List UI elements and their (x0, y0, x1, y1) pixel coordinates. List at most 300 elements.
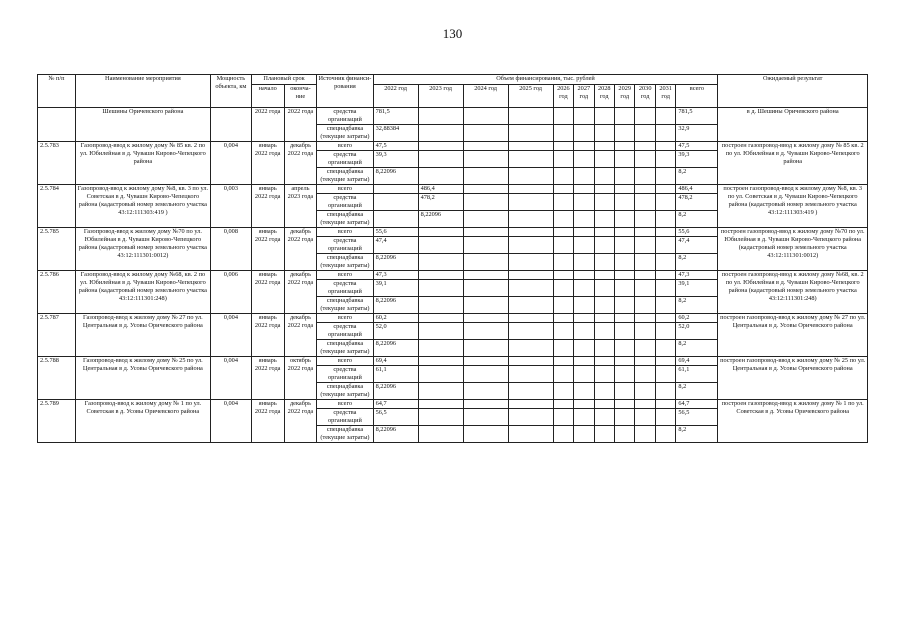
year-value (463, 194, 508, 211)
item-start: январь 2022 года (251, 314, 284, 357)
table-row (38, 357, 868, 366)
item-number: 2.5.784 (38, 185, 76, 228)
year-value (594, 108, 614, 125)
funding-source: спецнадбавка (текущие затраты) (317, 125, 373, 142)
total-value: 47,4 (676, 237, 718, 254)
table-row (38, 108, 868, 125)
year-value (508, 400, 553, 409)
year-value (508, 340, 553, 357)
year-value (553, 383, 573, 400)
funding-source: спецнадбавка (текущие затраты) (317, 297, 373, 314)
item-capacity (210, 108, 251, 142)
year-value (463, 211, 508, 228)
item-capacity: 0,006 (210, 271, 251, 314)
year-value (574, 314, 594, 323)
year-value (615, 211, 635, 228)
year-value (418, 151, 463, 168)
item-start: январь 2022 года (251, 142, 284, 185)
year-value (594, 314, 614, 323)
funding-source: спецнадбавка (текущие затраты) (317, 426, 373, 443)
year-value (635, 125, 655, 142)
year-value (655, 280, 675, 297)
year-value: 8,22096 (373, 340, 418, 357)
year-value (655, 254, 675, 271)
total-value: 8,2 (676, 168, 718, 185)
year-value (418, 357, 463, 366)
year-value (615, 151, 635, 168)
funding-source: спецнадбавка (текущие затраты) (317, 254, 373, 271)
year-value (635, 280, 655, 297)
year-value (574, 271, 594, 280)
total-value: 61,1 (676, 366, 718, 383)
funding-source: спецнадбавка (текущие затраты) (317, 211, 373, 228)
item-start: 2022 года (251, 108, 284, 142)
year-value: 478,2 (418, 194, 463, 211)
year-value (508, 409, 553, 426)
funding-source: спецнадбавка (текущие затраты) (317, 340, 373, 357)
year-value (574, 142, 594, 151)
total-value: 64,7 (676, 400, 718, 409)
year-value (594, 400, 614, 409)
year-value (508, 357, 553, 366)
year-value (655, 297, 675, 314)
item-number: 2.5.787 (38, 314, 76, 357)
item-name: Газопровод-ввод к жилому дому № 1 по ул. Советская в д. Усовы Оричевского района (75, 400, 210, 443)
year-value (463, 366, 508, 383)
year-value (373, 185, 418, 194)
item-end: 2022 года (284, 108, 317, 142)
year-value (594, 323, 614, 340)
expected-result: построен газопровод-ввод к жилому дому № 85 кв. 2 по ул. Юбилейная в д. Чувашн Кирово-Чепецкого района (718, 142, 868, 185)
year-value: 52,0 (373, 323, 418, 340)
year-value (615, 185, 635, 194)
year-value (635, 426, 655, 443)
funding-source: средства организаций (317, 409, 373, 426)
year-value (574, 151, 594, 168)
year-value (635, 400, 655, 409)
header-source: Источник финанси-рования (317, 75, 373, 108)
item-start: январь 2022 года (251, 185, 284, 228)
year-value: 32,88384 (373, 125, 418, 142)
year-value (635, 237, 655, 254)
year-value (655, 142, 675, 151)
year-value (635, 108, 655, 125)
year-value (635, 297, 655, 314)
total-value: 8,2 (676, 383, 718, 400)
expected-result: построен газопровод-ввод к жилому дому №70 по ул. Юбилейная в д. Чувашн Кирово-Чепецкого района (кадастровый номер земельного участка 43:12:111301:0012) (718, 228, 868, 271)
expected-result: построен газопровод-ввод к жилому дому № 25 по ул. Центральная в д. Усовы Оричевского района (718, 357, 868, 400)
year-value (615, 383, 635, 400)
year-value (574, 194, 594, 211)
header-year: 2026 год (553, 85, 573, 108)
year-value (463, 426, 508, 443)
year-value (635, 228, 655, 237)
funding-source: всего (317, 400, 373, 409)
year-value (553, 297, 573, 314)
header-year: 2022 год (373, 85, 418, 108)
year-value (594, 194, 614, 211)
year-value (553, 228, 573, 237)
item-number: 2.5.785 (38, 228, 76, 271)
year-value (463, 323, 508, 340)
year-value (594, 228, 614, 237)
item-end: декабрь 2022 года (284, 228, 317, 271)
table-row (38, 142, 868, 151)
year-value (418, 400, 463, 409)
year-value (594, 280, 614, 297)
header-capacity: Мощность объекта, км (210, 75, 251, 108)
year-value (635, 383, 655, 400)
year-value (615, 366, 635, 383)
expected-result: построен газопровод-ввод к жилому дому №8, кв. 3 по ул. Советская в д. Чувашн Кирово-Чепецкого района (кадастровый номер земельного участка 43:12:111303:419 ) (718, 185, 868, 228)
year-value (655, 108, 675, 125)
total-value: 39,3 (676, 151, 718, 168)
year-value (463, 125, 508, 142)
year-value (655, 314, 675, 323)
year-value (574, 366, 594, 383)
year-value (463, 297, 508, 314)
year-value (553, 211, 573, 228)
header-year: 2027 год (574, 85, 594, 108)
header-period: Плановый срок (251, 75, 316, 85)
year-value (574, 237, 594, 254)
year-value (463, 108, 508, 125)
year-value (508, 297, 553, 314)
year-value (508, 142, 553, 151)
year-value (615, 323, 635, 340)
year-value (508, 211, 553, 228)
year-value: 8,22096 (418, 211, 463, 228)
year-value (418, 237, 463, 254)
year-value (574, 168, 594, 185)
year-value (635, 211, 655, 228)
item-name: Газопровод-ввод к жилому дому №8, кв. 3 по ул. Советская в д. Чувашн Кирово-Чепецкого района (кадастровый номер земельного участка 43:12:111303:419 ) (75, 185, 210, 228)
year-value (553, 194, 573, 211)
year-value: 486,4 (418, 185, 463, 194)
table-row (38, 185, 868, 194)
header-num: № п/п (38, 75, 76, 108)
expected-result: в д. Шешины Оричевского района (718, 108, 868, 142)
year-value (418, 228, 463, 237)
table-row (38, 314, 868, 323)
year-value (574, 185, 594, 194)
year-value (655, 400, 675, 409)
funding-source: средства организаций (317, 366, 373, 383)
year-value (594, 185, 614, 194)
year-value (508, 426, 553, 443)
year-value (635, 271, 655, 280)
funding-source: средства организаций (317, 108, 373, 125)
item-end: декабрь 2022 года (284, 271, 317, 314)
year-value (418, 323, 463, 340)
year-value (553, 168, 573, 185)
year-value (615, 125, 635, 142)
year-value (594, 366, 614, 383)
year-value (418, 271, 463, 280)
year-value (508, 185, 553, 194)
financing-table (37, 74, 868, 443)
year-value (574, 323, 594, 340)
year-value (594, 340, 614, 357)
year-value (553, 237, 573, 254)
year-value (508, 108, 553, 125)
year-value (615, 237, 635, 254)
year-value (574, 125, 594, 142)
year-value (615, 142, 635, 151)
year-value (574, 409, 594, 426)
item-name: Газопровод-ввод к жилому дому № 25 по ул. Центральная в д. Усовы Оричевского района (75, 357, 210, 400)
item-capacity: 0,008 (210, 228, 251, 271)
year-value (594, 271, 614, 280)
year-value (553, 357, 573, 366)
expected-result: построен газопровод-ввод к жилому дому № 1 по ул. Советская в д. Усовы Оричевского района (718, 400, 868, 443)
item-number: 2.5.786 (38, 271, 76, 314)
year-value: 8,22096 (373, 168, 418, 185)
year-value (594, 142, 614, 151)
year-value (463, 400, 508, 409)
year-value (508, 125, 553, 142)
year-value (553, 108, 573, 125)
total-value: 39,1 (676, 280, 718, 297)
year-value (373, 194, 418, 211)
year-value (553, 271, 573, 280)
total-value: 478,2 (676, 194, 718, 211)
funding-source: спецнадбавка (текущие затраты) (317, 168, 373, 185)
year-value (655, 151, 675, 168)
year-value (574, 228, 594, 237)
header-name: Наименование мероприятия (75, 75, 210, 108)
year-value (463, 357, 508, 366)
year-value (615, 400, 635, 409)
year-value (574, 426, 594, 443)
header-volume: Объем финансирования, тыс. рублей (373, 75, 718, 85)
header-year: 2031 год (655, 85, 675, 108)
year-value (418, 125, 463, 142)
year-value (594, 211, 614, 228)
year-value (574, 297, 594, 314)
year-value (574, 400, 594, 409)
year-value (635, 366, 655, 383)
page-number: 130 (442, 26, 463, 41)
expected-result: построен газопровод-ввод к жилому дому № 27 по ул. Центральная в д. Усовы Оричевского района (718, 314, 868, 357)
item-capacity: 0,004 (210, 314, 251, 357)
header-year: 2024 год (463, 85, 508, 108)
item-end: октябрь 2022 года (284, 357, 317, 400)
year-value (553, 125, 573, 142)
year-value (463, 151, 508, 168)
total-value: 69,4 (676, 357, 718, 366)
year-value (615, 228, 635, 237)
year-value: 64,7 (373, 400, 418, 409)
year-value (508, 194, 553, 211)
year-value (508, 314, 553, 323)
year-value (655, 168, 675, 185)
year-value (553, 151, 573, 168)
year-value (553, 314, 573, 323)
year-value (574, 357, 594, 366)
funding-source: средства организаций (317, 237, 373, 254)
year-value: 8,22096 (373, 426, 418, 443)
total-value: 47,5 (676, 142, 718, 151)
total-value: 8,2 (676, 254, 718, 271)
year-value (594, 426, 614, 443)
year-value: 69,4 (373, 357, 418, 366)
year-value: 39,1 (373, 280, 418, 297)
year-value (615, 168, 635, 185)
year-value (418, 168, 463, 185)
total-value: 55,6 (676, 228, 718, 237)
year-value: 60,2 (373, 314, 418, 323)
funding-source: всего (317, 314, 373, 323)
year-value (635, 409, 655, 426)
year-value (553, 142, 573, 151)
funding-source: всего (317, 357, 373, 366)
year-value (463, 254, 508, 271)
year-value (635, 194, 655, 211)
header-year: 2030 год (635, 85, 655, 108)
year-value (508, 383, 553, 400)
funding-source: средства организаций (317, 194, 373, 211)
year-value: 8,22096 (373, 254, 418, 271)
item-end: декабрь 2022 года (284, 314, 317, 357)
year-value (615, 297, 635, 314)
item-capacity: 0,004 (210, 142, 251, 185)
year-value (655, 185, 675, 194)
header-period-end: оконча-ние (284, 85, 317, 108)
year-value (553, 323, 573, 340)
year-value (635, 254, 655, 271)
year-value (418, 340, 463, 357)
header-total: всего (676, 85, 718, 108)
year-value (508, 271, 553, 280)
year-value (508, 151, 553, 168)
item-start: январь 2022 года (251, 400, 284, 443)
year-value (635, 185, 655, 194)
year-value (635, 340, 655, 357)
year-value (574, 211, 594, 228)
item-capacity: 0,004 (210, 400, 251, 443)
year-value (418, 254, 463, 271)
year-value (655, 194, 675, 211)
funding-source: всего (317, 228, 373, 237)
year-value (574, 340, 594, 357)
item-name: Газопровод-ввод к жилому дому №70 по ул. Юбилейная в д. Чувашн Кирово-Чепецкого района (кадастровый номер земельного участка 43:12:111301:0012) (75, 228, 210, 271)
item-name: Газопровод-ввод к жилому дому № 85 кв. 2 по ул. Юбилейная в д. Чувашн Кирово-Чепецкого района (75, 142, 210, 185)
table-row (38, 228, 868, 237)
year-value (655, 237, 675, 254)
table-header (38, 75, 868, 108)
year-value (655, 323, 675, 340)
year-value (463, 185, 508, 194)
funding-source: средства организаций (317, 151, 373, 168)
year-value: 39,3 (373, 151, 418, 168)
total-value: 47,3 (676, 271, 718, 280)
year-value (655, 426, 675, 443)
funding-source: всего (317, 271, 373, 280)
year-value (615, 254, 635, 271)
year-value (655, 228, 675, 237)
header-result: Ожидаемый результат (718, 75, 868, 108)
year-value (553, 254, 573, 271)
year-value (655, 383, 675, 400)
total-value: 781,5 (676, 108, 718, 125)
year-value: 56,5 (373, 409, 418, 426)
item-end: декабрь 2022 года (284, 142, 317, 185)
year-value (553, 409, 573, 426)
header-year: 2025 год (508, 85, 553, 108)
year-value (594, 409, 614, 426)
year-value (615, 409, 635, 426)
year-value: 47,5 (373, 142, 418, 151)
year-value (463, 228, 508, 237)
year-value (574, 280, 594, 297)
year-value (418, 409, 463, 426)
year-value (463, 280, 508, 297)
year-value (655, 340, 675, 357)
year-value: 8,22096 (373, 383, 418, 400)
year-value (615, 108, 635, 125)
item-name: Шешины Оричевского района (75, 108, 210, 142)
total-value: 8,2 (676, 211, 718, 228)
item-start: январь 2022 года (251, 271, 284, 314)
item-number (38, 108, 76, 142)
year-value (508, 366, 553, 383)
funding-source: спецнадбавка (текущие затраты) (317, 383, 373, 400)
year-value (418, 142, 463, 151)
year-value (615, 340, 635, 357)
year-value (508, 168, 553, 185)
year-value (594, 237, 614, 254)
total-value: 52,0 (676, 323, 718, 340)
table-body (38, 108, 868, 443)
year-value (418, 297, 463, 314)
year-value (463, 237, 508, 254)
year-value (635, 314, 655, 323)
year-value (615, 426, 635, 443)
year-value (615, 280, 635, 297)
year-value (574, 254, 594, 271)
funding-source: средства организаций (317, 280, 373, 297)
funding-source: всего (317, 185, 373, 194)
total-value: 56,5 (676, 409, 718, 426)
year-value (615, 194, 635, 211)
year-value (574, 108, 594, 125)
item-end: декабрь 2022 года (284, 400, 317, 443)
year-value (635, 151, 655, 168)
year-value: 8,22096 (373, 297, 418, 314)
item-start: январь 2022 года (251, 228, 284, 271)
total-value: 8,2 (676, 426, 718, 443)
year-value (553, 426, 573, 443)
year-value (655, 211, 675, 228)
year-value (594, 254, 614, 271)
year-value (418, 366, 463, 383)
year-value (635, 168, 655, 185)
header-year: 2028 год (594, 85, 614, 108)
header-year: 2023 год (418, 85, 463, 108)
table-row (38, 271, 868, 280)
total-value: 8,2 (676, 340, 718, 357)
year-value (418, 314, 463, 323)
year-value (574, 383, 594, 400)
item-capacity: 0,003 (210, 185, 251, 228)
item-name: Газопровод-ввод к жилому дому № 27 по ул. Центральная в д. Усовы Оричевского района (75, 314, 210, 357)
total-value: 60,2 (676, 314, 718, 323)
year-value (594, 357, 614, 366)
year-value (655, 357, 675, 366)
year-value (508, 228, 553, 237)
year-value (463, 142, 508, 151)
